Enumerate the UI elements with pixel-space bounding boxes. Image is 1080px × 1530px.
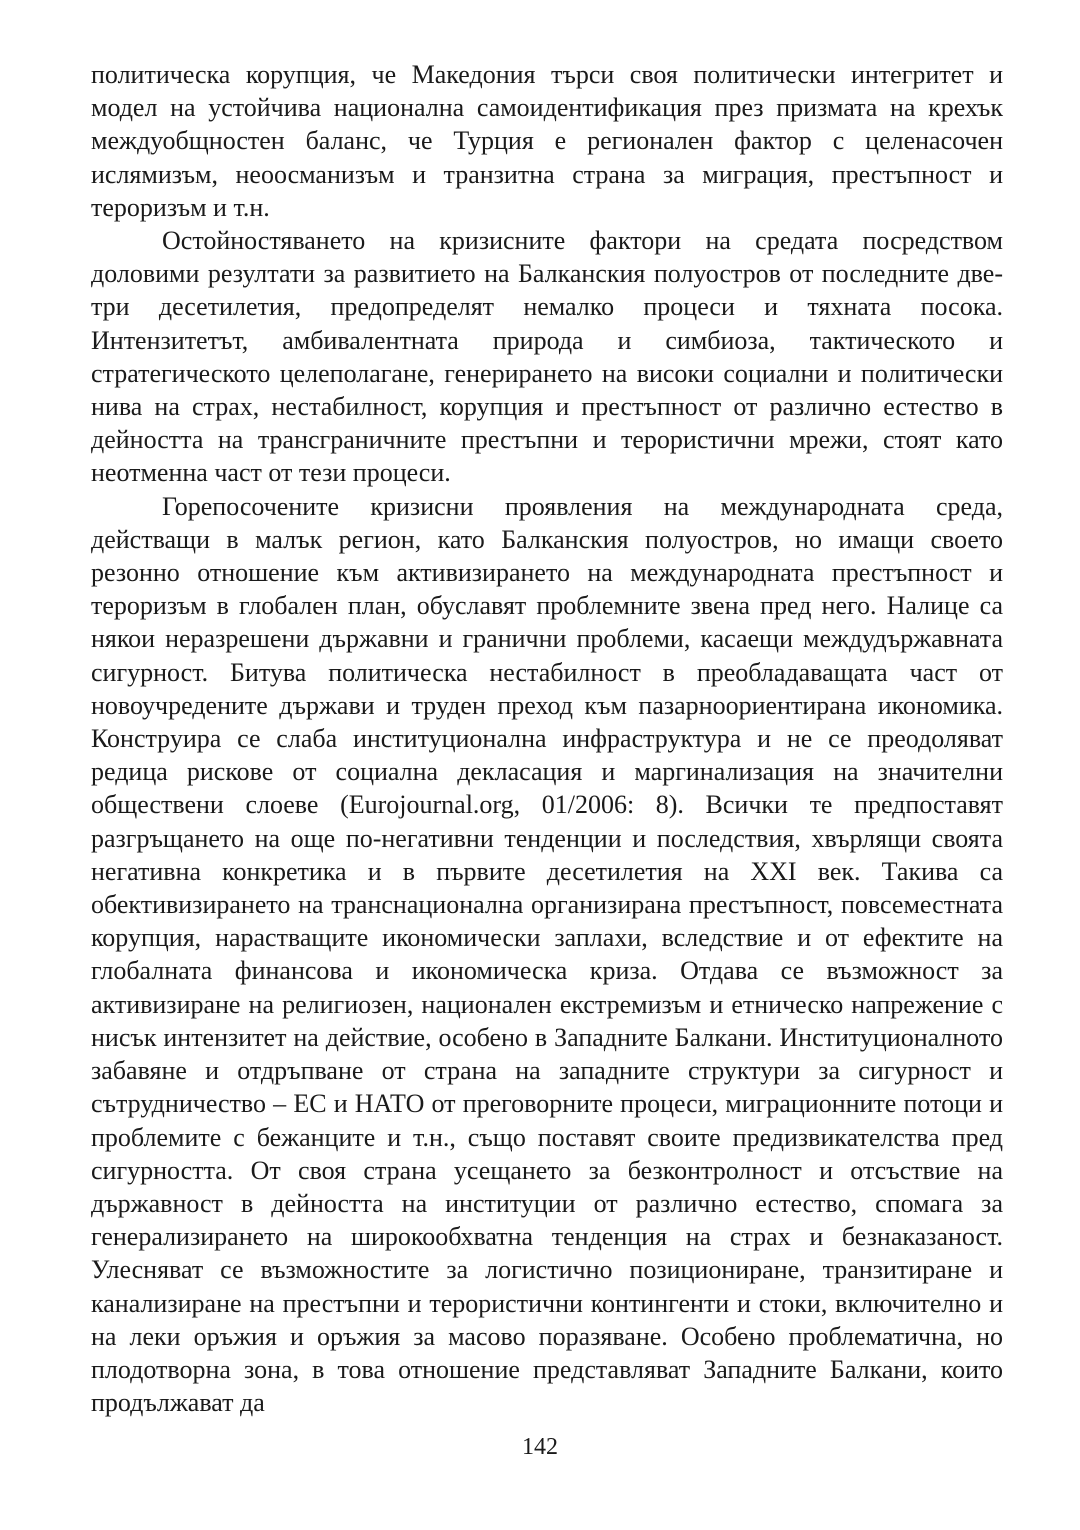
page-body	[91, 58, 1003, 1419]
paragraph-crisis-factors: Остойностяването на кризисните фактори на средата посредством доловими резултати за развитието на Балканския полуостров от последните две-три десетилетия, предопределят немалко процеси и тяхната посока. Интензитетът, амбивалентната природа и симбиоза, тактическото и стратегическото целеполагане, генерирането на високи социални и политически нива на страх, нестабилност, корупция и престъпност от различно естество в дейността на трансграничните престъпни и терористични мрежи, стоят като неотменна част от тези процеси.	[91, 226, 1003, 488]
paragraph-continuation: политическа корупция, че Македония търси своя политически интегритет и модел на устойчива национална самоидентификация през призмата на крехък междуобщностен баланс, че Турция е регионален фактор с целенасочен ислямизъм, неоосманизъм и транзитна страна за миграция, престъпност и тероризъм и т.н.	[91, 60, 1003, 222]
paragraph-crisis-manifestations: Горепосочените кризисни проявления на международната среда, действащи в малък регион, като Балканския полуостров, но имащи своето резонно отношение към активизирането на международната престъпност и тероризъм в глобален план, обуславят проблемните звена пред него. Налице са някои неразрешени държавни и гранични проблеми, касаещи междудържавната сигурност. Битува политическа нестабилност в преобладаващата част от новоучредените държави и труден преход към пазарноориентирана икономика. Конструира се слаба институционална инфраструктура и не се преодоляват редица рискове от социална декласация и маргинализация на значителни обществени слоеве (Eurojournal.org, 01/2006: 8). Всички те предпоставят разгръщането на още по-негативни тенденции и последствия, хвърлящи своята негативна конкретика и в първите десетилетия на XXI век. Такива са обективизирането на транснационална организирана престъпност, повсеместната корупция, нарастващите икономически заплахи, вследствие и от ефектите на глобалната финансова и икономическа криза. Отдава се възможност за активизиране на религиозен, национален екстремизъм и етническо напрежение с нисък интензитет на действие, особено в Западните Балкани. Институционалното забавяне и отдръпване от страна на западните структури за сигурност и сътрудничество – ЕС и НАТО от преговорните процеси, миграционните потоци и проблемите с бежанците и т.н., също поставят своите предизвикателства пред сигурността. От своя страна усещането за безконтролност и отсъствие на държавност в дейността на институции от различно естество, спомага за генерализирането на широкообхватна тенденция на страх и безнаказаност. Улесняват се възможностите за логистично позициониране, транзитиране и канализиране на престъпни и терористични контингенти и стоки, включително и на леки оръжия и оръжия за масово поразяване. Особено проблематична, но плодотворна зона, в това отношение представляват Западните Балкани, които продължават да	[91, 491, 1003, 1418]
page-number: 142	[522, 1434, 558, 1460]
